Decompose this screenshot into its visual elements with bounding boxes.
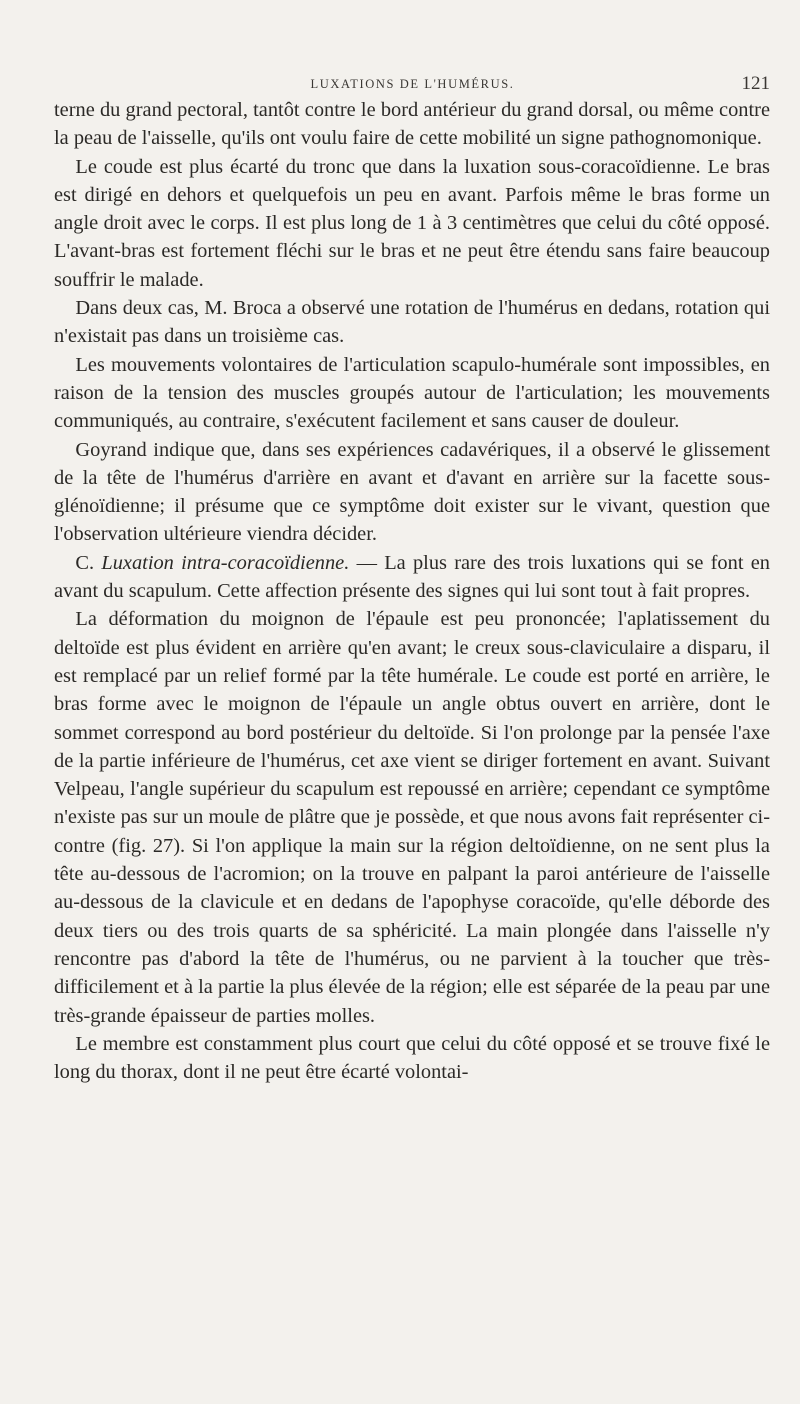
page-number: 121 xyxy=(741,73,770,94)
section-letter: C. xyxy=(75,551,95,574)
paragraph: La déformation du moignon de l'épaule est peu prononcée; l'aplatissement du deltoïde est plus évident en arrière qu'en avant; le creux sous-claviculaire a disparu, il est remplacé par un relief formé par la tête humérale. Le coude est porté en arrière, le bras forme avec le moignon de l'épaule un angle obtus ouvert en arrière, dont le sommet correspond au bord postérieur du deltoïde. Si l'on prolonge par la pensée l'axe de la partie inférieure de l'humérus, cet axe vient se diriger fortement en avant. Suivant Velpeau, l'angle supérieur du scapulum est repoussé en arrière; cependant ce symptôme n'existe pas sur un moule de plâtre que je possède, et que nous avons fait représenter ci-contre (fig. 27). Si l'on applique la main sur la région deltoïdienne, on ne sent plus la tête au-dessous de l'acromion; on la trouve en palpant la paroi antérieure de l'aisselle au-dessous de la clavicule et en dedans de l'apophyse coracoïde, qu'elle déborde des deux tiers ou des trois quarts de sa sphéricité. La main plongée dans l'aisselle n'y rencontre pas d'abord la tête de l'humérus, ou ne parvient à la toucher que très-difficilement et à la partie la plus élevée de la région; elle est séparée de la peau par une très-grande épaisseur de parties molles. xyxy=(54,608,770,1027)
running-title: LUXATIONS DE L'HUMÉRUS. xyxy=(310,77,515,91)
running-header xyxy=(55,73,770,97)
paragraph: Dans deux cas, M. Broca a observé une rotation de l'humérus en dedans, rotation qui n'existait pas dans un troisième cas. xyxy=(54,297,770,348)
paragraph: Goyrand indique que, dans ses expériences cadavériques, il a observé le glissement de la tête de l'humérus d'arrière en avant et d'avant en arrière sur la facette sous-glénoïdienne; il présume que ce symptôme doit exister sur le vivant, question que l'observation ultérieure viendra décider. xyxy=(54,438,770,546)
paragraph: Le coude est plus écarté du tronc que dans la luxation sous-coracoïdienne. Le bras est dirigé en dehors et quelquefois un peu en avant. Parfois même le bras forme un angle droit avec le corps. Il est plus long de 1 à 3 centimètres que celui du côté opposé. L'avant-bras est fortement fléchi sur le bras et ne peut être étendu sans faire beaucoup souffrir le malade. xyxy=(54,155,770,291)
section-lead-text: — La plus rare des trois luxations qui se font en avant du scapulum. Cette affection présente des signes qui lui sont tout à fait propres. xyxy=(54,551,770,603)
section-paragraph xyxy=(54,549,770,606)
paragraph-continuation: terne du grand pectoral, tantôt contre le bord antérieur du grand dorsal, ou même contre la peau de l'aisselle, qu'ils ont voulu faire de cette mobilité un signe pathognomonique. xyxy=(54,99,770,150)
body-text xyxy=(54,96,770,1086)
paragraph: Les mouvements volontaires de l'articulation scapulo-humérale sont impossibles, en raison de la tension des muscles groupés autour de l'articulation; les mouvements communiqués, au contraire, s'exécutent facilement et sans causer de douleur. xyxy=(54,353,770,433)
paragraph: Le membre est constamment plus court que celui du côté opposé et se trouve fixé le long du thorax, dont il ne peut être écarté volontai- xyxy=(54,1032,770,1084)
section-title: Luxation intra-coracoïdienne. xyxy=(101,551,350,574)
